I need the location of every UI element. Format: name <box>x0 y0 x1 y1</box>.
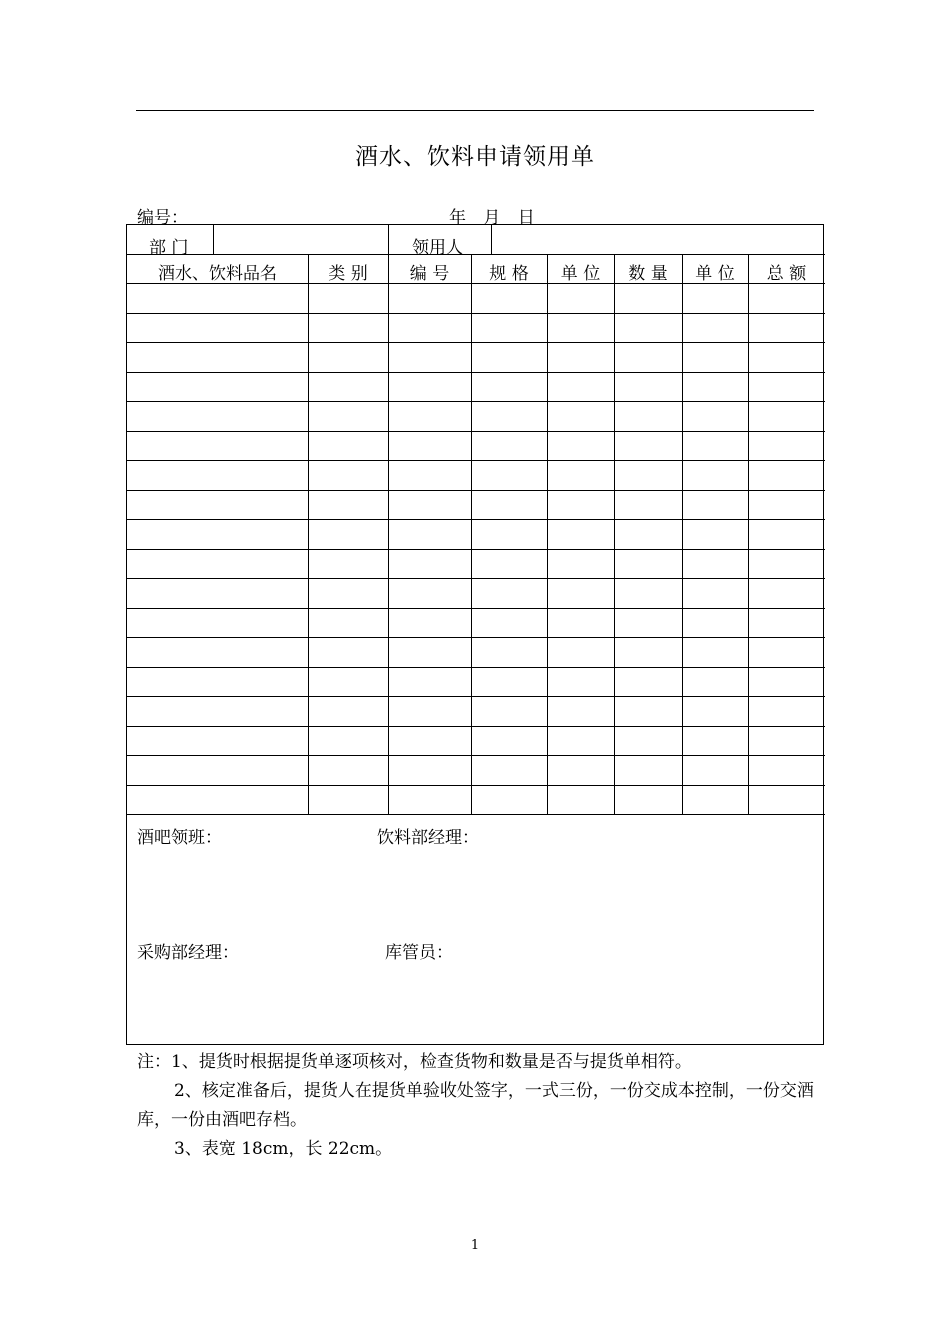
table-cell[interactable] <box>127 726 308 756</box>
table-cell[interactable] <box>614 283 682 313</box>
table-cell[interactable] <box>388 401 471 431</box>
table-cell[interactable] <box>308 372 388 402</box>
table-cell[interactable] <box>471 785 547 815</box>
table-cell[interactable] <box>308 460 388 490</box>
table-cell[interactable] <box>471 726 547 756</box>
date-label: 年 月 日 <box>449 208 535 228</box>
table-cell[interactable] <box>308 283 388 313</box>
table-cell[interactable] <box>127 637 308 667</box>
table-cell[interactable] <box>471 431 547 461</box>
table-cell[interactable] <box>388 431 471 461</box>
recipient-label-divider <box>388 225 389 254</box>
table-row <box>127 814 825 815</box>
table-cell[interactable] <box>748 726 825 756</box>
table-cell[interactable] <box>547 549 614 579</box>
table-cell[interactable] <box>127 431 308 461</box>
table-cell[interactable] <box>748 608 825 638</box>
table-cell[interactable] <box>388 578 471 608</box>
table-cell[interactable] <box>614 549 682 579</box>
table-cell[interactable] <box>388 667 471 697</box>
table-cell[interactable] <box>547 313 614 343</box>
table-cell[interactable] <box>388 726 471 756</box>
table-cell[interactable] <box>471 608 547 638</box>
table-cell[interactable] <box>388 342 471 372</box>
table-cell[interactable] <box>614 726 682 756</box>
table-cell[interactable] <box>127 755 308 785</box>
note-1: 注：1、提货时根据提货单逐项核对，检查货物和数量是否与提货单相符。 <box>137 1052 692 1072</box>
page-title: 酒水、饮料申请领用单 <box>355 144 595 170</box>
notes-section <box>137 1048 817 1164</box>
table-cell[interactable] <box>471 637 547 667</box>
table-cell[interactable] <box>308 313 388 343</box>
table-cell[interactable] <box>308 785 388 815</box>
table-cell[interactable] <box>748 667 825 697</box>
beverage-manager-signature-label: 饮料部经理： <box>377 828 479 848</box>
note-2: 2、核定准备后，提货人在提货单验收处签字，一式三份，一份交成本控制，一份交酒库，一份由酒吧存档。 <box>137 1081 814 1130</box>
table-cell[interactable] <box>127 667 308 697</box>
table-cell[interactable] <box>308 608 388 638</box>
table-cell[interactable] <box>547 519 614 549</box>
table-cell[interactable] <box>748 549 825 579</box>
table-cell[interactable] <box>682 549 748 579</box>
table-cell[interactable] <box>614 490 682 520</box>
table-cell[interactable] <box>388 785 471 815</box>
table-cell[interactable] <box>682 696 748 726</box>
table-cell[interactable] <box>471 549 547 579</box>
table-cell[interactable] <box>471 460 547 490</box>
table-cell[interactable] <box>547 755 614 785</box>
table-cell[interactable] <box>471 342 547 372</box>
table-cell[interactable] <box>682 401 748 431</box>
table-cell[interactable] <box>547 431 614 461</box>
column-header: 编 号 <box>409 264 450 284</box>
table-cell[interactable] <box>614 372 682 402</box>
table-cell[interactable] <box>547 342 614 372</box>
header-rule <box>136 110 814 111</box>
table-cell[interactable] <box>748 785 825 815</box>
table-cell[interactable] <box>614 460 682 490</box>
table-cell[interactable] <box>682 726 748 756</box>
table-cell[interactable] <box>547 637 614 667</box>
table-cell[interactable] <box>547 578 614 608</box>
table-cell[interactable] <box>127 313 308 343</box>
table-cell[interactable] <box>547 401 614 431</box>
requisition-form-table <box>126 224 824 1045</box>
table-cell[interactable] <box>682 283 748 313</box>
note-3: 3、表宽 18cm，长 22cm。 <box>174 1139 393 1159</box>
table-cell[interactable] <box>127 578 308 608</box>
table-cell[interactable] <box>682 667 748 697</box>
purchasing-manager-signature-label: 采购部经理： <box>137 943 239 963</box>
table-cell[interactable] <box>388 637 471 667</box>
table-cell[interactable] <box>614 342 682 372</box>
table-cell[interactable] <box>547 608 614 638</box>
table-cell[interactable] <box>471 313 547 343</box>
table-cell[interactable] <box>748 431 825 461</box>
table-cell[interactable] <box>308 549 388 579</box>
table-cell[interactable] <box>547 696 614 726</box>
table-cell[interactable] <box>127 519 308 549</box>
table-cell[interactable] <box>308 431 388 461</box>
table-cell[interactable] <box>127 401 308 431</box>
table-cell[interactable] <box>682 519 748 549</box>
table-cell[interactable] <box>308 755 388 785</box>
table-cell[interactable] <box>682 372 748 402</box>
table-cell[interactable] <box>748 313 825 343</box>
table-cell[interactable] <box>748 755 825 785</box>
table-cell[interactable] <box>308 401 388 431</box>
table-cell[interactable] <box>471 401 547 431</box>
bar-leader-signature-label: 酒吧领班： <box>137 828 222 848</box>
table-cell[interactable] <box>388 696 471 726</box>
table-cell[interactable] <box>614 313 682 343</box>
table-cell[interactable] <box>127 490 308 520</box>
table-cell[interactable] <box>471 372 547 402</box>
table-cell[interactable] <box>748 637 825 667</box>
column-header: 类 别 <box>328 264 368 284</box>
table-cell[interactable] <box>471 578 547 608</box>
table-cell[interactable] <box>682 431 748 461</box>
table-cell[interactable] <box>682 460 748 490</box>
table-cell[interactable] <box>614 519 682 549</box>
table-cell[interactable] <box>682 608 748 638</box>
table-cell[interactable] <box>748 696 825 726</box>
table-cell[interactable] <box>614 401 682 431</box>
table-cell[interactable] <box>547 490 614 520</box>
table-cell[interactable] <box>682 785 748 815</box>
table-cell[interactable] <box>308 578 388 608</box>
table-cell[interactable] <box>614 431 682 461</box>
table-cell[interactable] <box>471 696 547 726</box>
table-cell[interactable] <box>614 667 682 697</box>
table-cell[interactable] <box>388 549 471 579</box>
table-cell[interactable] <box>308 519 388 549</box>
table-cell[interactable] <box>388 519 471 549</box>
table-cell[interactable] <box>388 313 471 343</box>
table-cell[interactable] <box>471 490 547 520</box>
table-cell[interactable] <box>308 726 388 756</box>
table-cell[interactable] <box>614 578 682 608</box>
column-header: 总 额 <box>766 264 807 284</box>
table-cell[interactable] <box>682 637 748 667</box>
table-cell[interactable] <box>471 755 547 785</box>
column-header: 单 位 <box>695 264 735 284</box>
table-cell[interactable] <box>127 372 308 402</box>
table-cell[interactable] <box>547 726 614 756</box>
table-cell[interactable] <box>614 696 682 726</box>
table-cell[interactable] <box>308 342 388 372</box>
department-divider <box>213 225 214 254</box>
table-cell[interactable] <box>127 549 308 579</box>
table-cell[interactable] <box>748 401 825 431</box>
table-cell[interactable] <box>547 372 614 402</box>
table-cell[interactable] <box>471 283 547 313</box>
column-header: 单 位 <box>560 264 601 284</box>
table-cell[interactable] <box>614 785 682 815</box>
table-cell[interactable] <box>614 608 682 638</box>
table-cell[interactable] <box>127 785 308 815</box>
table-cell[interactable] <box>748 283 825 313</box>
table-cell[interactable] <box>388 283 471 313</box>
table-cell[interactable] <box>748 372 825 402</box>
number-label: 编号： <box>137 208 188 228</box>
table-cell[interactable] <box>682 342 748 372</box>
department-label: 部 门 <box>149 238 189 258</box>
column-header: 数 量 <box>628 264 668 284</box>
table-cell[interactable] <box>748 578 825 608</box>
table-cell[interactable] <box>388 372 471 402</box>
recipient-label: 领用人 <box>412 238 463 258</box>
table-cell[interactable] <box>127 608 308 638</box>
table-cell[interactable] <box>748 342 825 372</box>
table-cell[interactable] <box>614 637 682 667</box>
table-cell[interactable] <box>547 785 614 815</box>
table-cell[interactable] <box>748 490 825 520</box>
column-header: 酒水、饮料品名 <box>158 264 277 284</box>
table-cell[interactable] <box>127 460 308 490</box>
table-cell[interactable] <box>388 490 471 520</box>
table-cell[interactable] <box>748 519 825 549</box>
table-cell[interactable] <box>127 696 308 726</box>
table-cell[interactable] <box>682 313 748 343</box>
table-cell[interactable] <box>127 283 308 313</box>
table-cell[interactable] <box>471 519 547 549</box>
header-row-top-line <box>127 254 825 255</box>
table-cell[interactable] <box>308 696 388 726</box>
table-cell[interactable] <box>388 460 471 490</box>
table-cell[interactable] <box>308 490 388 520</box>
table-cell[interactable] <box>748 460 825 490</box>
table-cell[interactable] <box>127 342 308 372</box>
table-cell[interactable] <box>308 667 388 697</box>
table-cell[interactable] <box>547 283 614 313</box>
column-header: 规 格 <box>489 264 529 284</box>
table-cell[interactable] <box>388 755 471 785</box>
page-number: 1 <box>470 1238 480 1253</box>
table-cell[interactable] <box>682 578 748 608</box>
table-cell[interactable] <box>471 667 547 697</box>
table-cell[interactable] <box>614 755 682 785</box>
storekeeper-signature-label: 库管员： <box>385 943 453 963</box>
recipient-field-divider <box>491 225 492 254</box>
table-cell[interactable] <box>547 667 614 697</box>
table-cell[interactable] <box>308 637 388 667</box>
table-cell[interactable] <box>682 755 748 785</box>
table-cell[interactable] <box>682 490 748 520</box>
table-cell[interactable] <box>388 608 471 638</box>
table-cell[interactable] <box>547 460 614 490</box>
